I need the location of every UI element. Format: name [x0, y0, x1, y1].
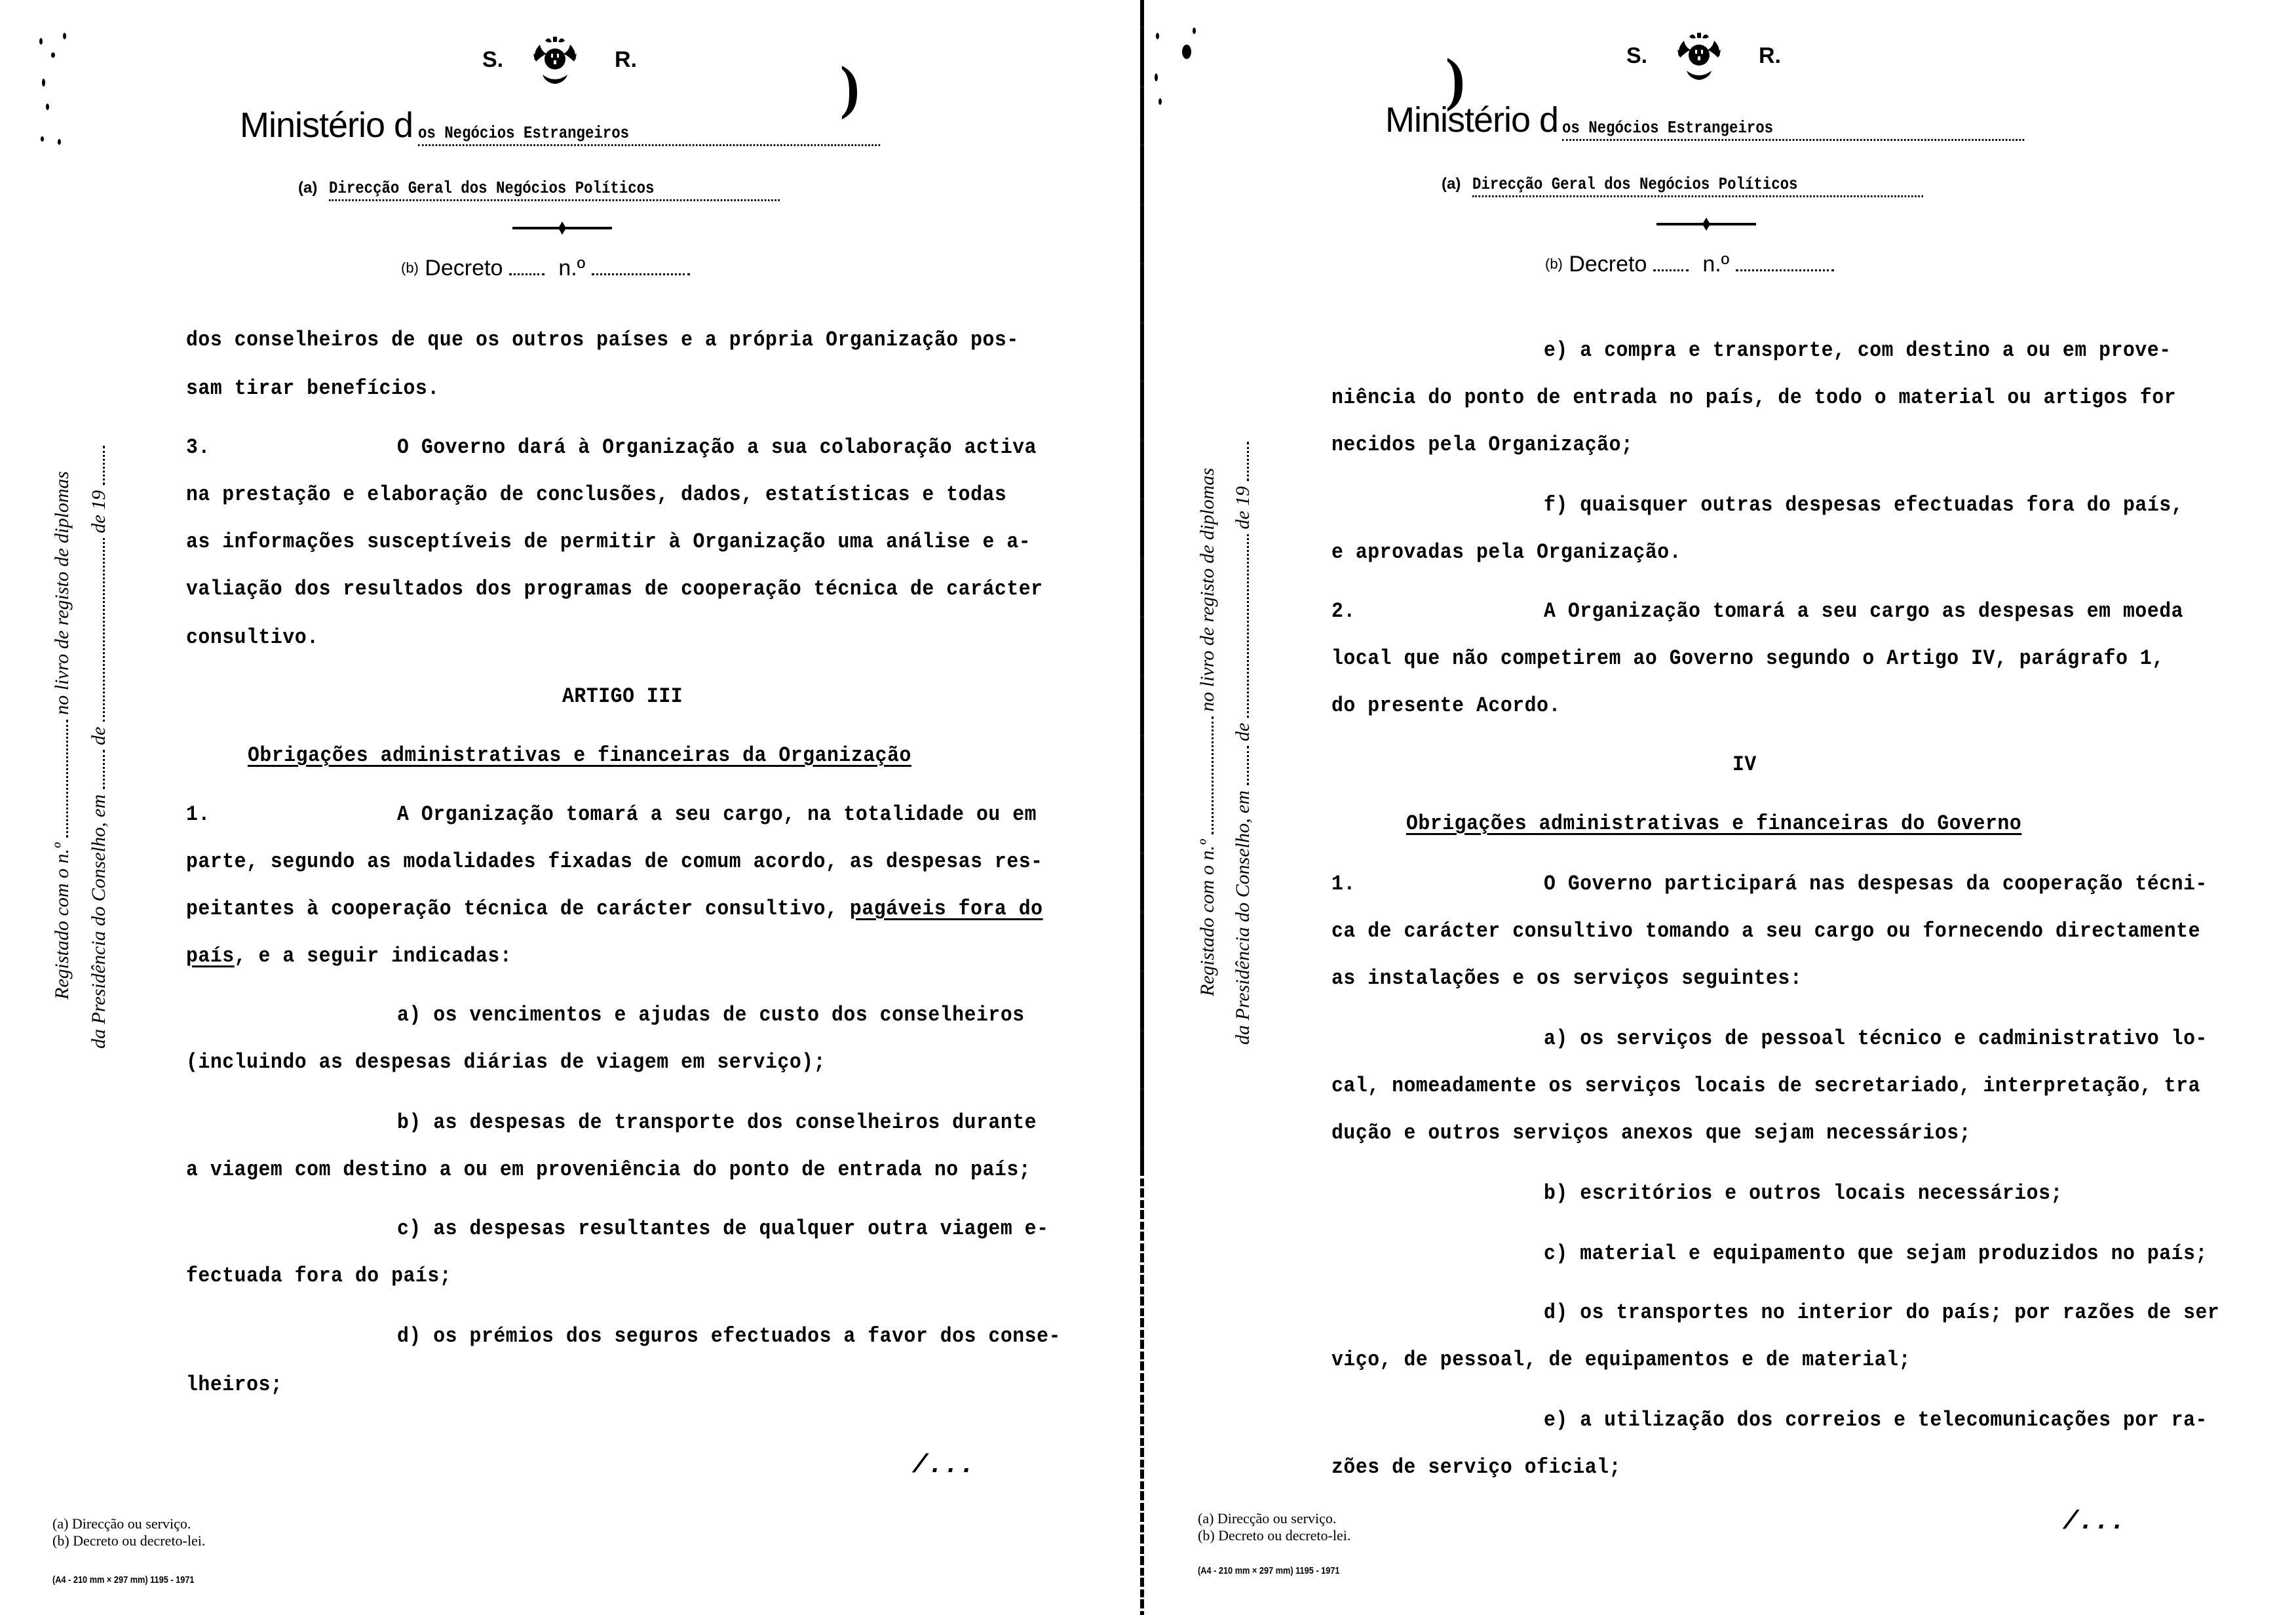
ministry-fill-text: os Negócios Estrangeiros — [418, 123, 880, 146]
decree-line — [1545, 252, 1834, 277]
body-line: parte, segundo as modalidades fixadas de comum acordo, as despesas res- — [186, 849, 1043, 874]
margin-note-presidencia: da Presidência do Conselho, em — [88, 794, 109, 1049]
margin-note-livro: no livro de registo de diplomas — [1196, 467, 1218, 712]
decree-type-blank — [1653, 269, 1689, 271]
page-gutter-divider-lower — [1140, 1167, 1144, 1615]
body-line-underlined: pagáveis fora do — [849, 897, 1043, 921]
coat-of-arms-icon — [528, 35, 582, 87]
scan-speck — [39, 38, 43, 45]
decree-number-blank — [592, 273, 690, 275]
footnote-b: (b) Decreto ou decreto-lei. — [1198, 1527, 1351, 1544]
print-code: (A4 - 210 mm × 297 mm) 1195 - 1971 — [52, 1574, 195, 1586]
body-line: viço, de pessoal, de equipamentos e de material; — [1331, 1348, 1911, 1372]
list-item: c) material e equipamento que sejam produzidos no país; — [1544, 1241, 2208, 1266]
ornament-divider-icon — [512, 227, 612, 229]
body-line: cal, nomeadamente os serviços locais de secretariado, interpretação, tra — [1331, 1074, 2201, 1098]
scan-speck — [1193, 28, 1196, 34]
list-item: a) os serviços de pessoal técnico e cadministrativo lo- — [1544, 1026, 2208, 1051]
scan-speck — [1158, 98, 1162, 105]
margin-note-livro: no livro de registo de diplomas — [51, 471, 73, 715]
body-line: niência do ponto de entrada no país, de todo o material ou artigos for — [1331, 385, 2177, 410]
body-line-text: peitantes à cooperação técnica de carácter consultivo, — [186, 897, 850, 921]
body-line: valiação dos resultados dos programas de cooperação técnica de carácter — [186, 577, 1043, 601]
body-paragraph-number: 1. — [186, 802, 210, 827]
body-line: local que não competirem ao Governo segundo o Artigo IV, parágrafo 1, — [1331, 646, 2164, 671]
body-line: sam tirar benefícios. — [186, 376, 440, 400]
margin-note-month-blank — [103, 538, 105, 722]
print-code: (A4 - 210 mm × 297 mm) 1195 - 1971 — [1198, 1565, 1340, 1576]
margin-note-year-blank — [103, 446, 105, 485]
decree-label: Decreto — [1569, 252, 1647, 277]
margin-registration-note-line1 — [1196, 468, 1219, 996]
scan-speck — [51, 52, 55, 58]
margin-note-day-blank — [1247, 747, 1249, 786]
page-right — [1145, 0, 2296, 1615]
ministry-fill-field — [418, 123, 883, 146]
handwritten-bracket-mark: ) — [1445, 47, 1465, 112]
direction-marker: (a) — [298, 179, 318, 197]
footnote-b: (b) Decreto ou decreto-lei. — [52, 1532, 206, 1549]
body-line — [186, 897, 1043, 921]
margin-note-number-blank — [66, 720, 68, 838]
list-item: e) a utilização dos correios e telecomunicações por ra- — [1544, 1408, 2208, 1432]
scan-speck — [46, 104, 49, 110]
direction-fill-text: Direcção Geral dos Negócios Políticos — [1472, 174, 1923, 197]
body-line: necidos pela Organização; — [1331, 433, 1634, 457]
margin-registration-note-line1 — [51, 471, 73, 1000]
body-paragraph-number: 3. — [186, 435, 210, 459]
margin-registration-note-line2 — [1232, 442, 1254, 1045]
letterhead-initial-r: R. — [615, 47, 637, 72]
decree-type-blank — [509, 273, 545, 275]
decree-line — [401, 256, 690, 281]
ministry-line — [1385, 100, 1558, 140]
handwritten-bracket-mark: ) — [840, 55, 860, 120]
decree-number-label: n.º — [558, 256, 586, 281]
margin-note-year: de 19 — [88, 490, 109, 534]
letterhead-initial-r: R. — [1759, 43, 1781, 68]
footnote-a: (a) Direcção ou serviço. — [52, 1515, 191, 1532]
scan-speck — [63, 33, 66, 39]
direction-line — [298, 178, 853, 201]
scan-speck — [58, 139, 61, 145]
article-heading: ARTIGO III — [562, 684, 683, 709]
body-line: as instalações e os serviços seguintes: — [1331, 966, 1803, 990]
list-item: d) os transportes no interior do país; por razões de ser — [1544, 1300, 2220, 1325]
ministry-fill-field — [1562, 118, 2027, 141]
body-line: dos conselheiros de que os outros países e a própria Organização pos- — [186, 328, 1019, 352]
scan-speck — [42, 79, 45, 87]
letterhead-initial-s: S. — [482, 47, 504, 72]
footnote-a: (a) Direcção ou serviço. — [1198, 1510, 1337, 1527]
body-line: a viagem com destino a ou em proveniência do ponto de entrada no país; — [186, 1158, 1031, 1182]
list-item: b) escritórios e outros locais necessários; — [1544, 1181, 2063, 1205]
scan-speck — [1155, 73, 1158, 81]
margin-note-month-blank — [1247, 534, 1249, 718]
body-line: zões de serviço oficial; — [1331, 1455, 1622, 1479]
ministry-fill-text: os Negócios Estrangeiros — [1562, 118, 2024, 141]
body-line: fectuada fora do país; — [186, 1264, 452, 1288]
decree-marker: (b) — [1545, 256, 1563, 272]
letterhead-initial-s: S. — [1626, 43, 1648, 68]
body-line — [186, 944, 512, 968]
direction-fill-text: Direcção Geral dos Negócios Políticos — [329, 178, 780, 201]
page-left — [0, 0, 1140, 1615]
coat-of-arms-icon — [1672, 31, 1726, 83]
body-line: A Organização tomará a seu cargo, na totalidade ou em — [397, 802, 1037, 827]
scan-speck — [1182, 45, 1191, 59]
list-item: b) as despesas de transporte dos conselheiros durante — [397, 1110, 1037, 1135]
ministry-prefix: Ministério d — [1385, 100, 1559, 140]
body-line: lheiros; — [186, 1372, 283, 1397]
body-line: ca de carácter consultivo tomando a seu cargo ou fornecendo directamente — [1331, 919, 2201, 943]
section-subheading: Obrigações administrativas e financeiras da Organização — [248, 743, 911, 768]
list-item: f) quaisquer outras despesas efectuadas fora do país, — [1544, 493, 2184, 517]
margin-note-day-blank — [103, 750, 105, 790]
list-item: e) a compra e transporte, com destino a ou em prove- — [1544, 338, 2172, 362]
list-item: c) as despesas resultantes de qualquer outra viagem e- — [397, 1216, 1049, 1241]
decree-label: Decreto — [425, 256, 503, 281]
list-item: a) os vencimentos e ajudas de custo dos conselheiros — [397, 1003, 1025, 1027]
margin-registration-note-line2 — [88, 446, 110, 1049]
continued-mark: /... — [912, 1451, 976, 1481]
body-line: e aprovadas pela Organização. — [1331, 540, 1682, 564]
margin-note-registado: Registado com o n.º — [1196, 839, 1218, 996]
decree-marker: (b) — [401, 260, 419, 276]
ornament-divider-icon — [1656, 223, 1756, 225]
decree-number-blank — [1736, 269, 1834, 271]
body-line: do presente Acordo. — [1331, 693, 1561, 718]
ministry-line — [240, 105, 413, 146]
margin-note-year: de 19 — [1232, 486, 1253, 530]
body-line: as informações susceptíveis de permitir à Organização uma análise e a- — [186, 530, 1031, 554]
margin-note-presidencia: da Presidência do Conselho, em — [1232, 790, 1253, 1045]
body-line: O Governo participará nas despesas da cooperação técni- — [1544, 872, 2208, 896]
scan-speck — [1156, 33, 1159, 39]
margin-note-number-blank — [1212, 716, 1214, 834]
direction-marker: (a) — [1442, 175, 1461, 193]
scan-speck — [41, 136, 44, 142]
section-subheading: Obrigações administrativas e financeiras do Governo — [1406, 811, 2022, 836]
margin-note-de: de — [1232, 722, 1253, 741]
margin-note-registado: Registado com o n.º — [51, 842, 73, 1000]
decree-number-label: n.º — [1702, 252, 1730, 277]
margin-note-year-blank — [1247, 442, 1249, 481]
ministry-prefix: Ministério d — [240, 106, 413, 145]
body-line: dução e outros serviços anexos que sejam necessários; — [1331, 1121, 1972, 1145]
body-paragraph-number: 2. — [1331, 599, 1356, 623]
body-line: na prestação e elaboração de conclusões, dados, estatísticas e todas — [186, 482, 1007, 507]
margin-note-de: de — [88, 726, 109, 745]
list-item: d) os prémios dos seguros efectuados a favor dos conse- — [397, 1324, 1061, 1348]
direction-line — [1442, 174, 1997, 197]
continued-mark: /... — [2063, 1508, 2126, 1537]
body-paragraph-number: 1. — [1331, 872, 1356, 896]
body-line-underlined: país — [186, 944, 235, 968]
body-line-text: , e a seguir indicadas: — [234, 944, 512, 968]
body-line: (incluindo as despesas diárias de viagem em serviço); — [186, 1050, 826, 1074]
body-line: O Governo dará à Organização a sua colaboração activa — [397, 435, 1037, 459]
article-heading: IV — [1732, 752, 1757, 777]
body-line: consultivo. — [186, 625, 319, 650]
body-line: A Organização tomará a seu cargo as despesas em moeda — [1544, 599, 2184, 623]
